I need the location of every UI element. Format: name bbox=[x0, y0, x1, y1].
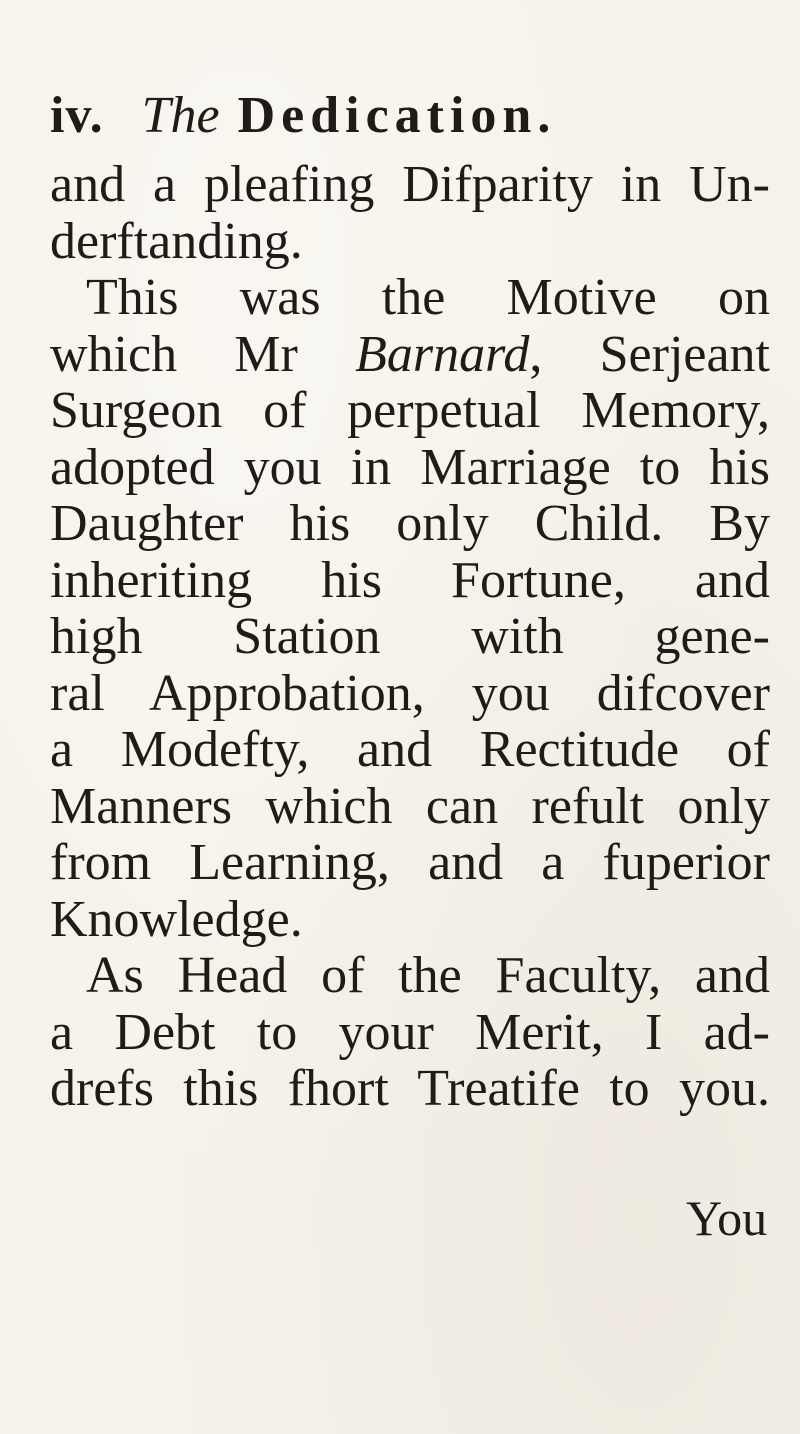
text-line: derftanding. bbox=[50, 212, 303, 270]
text-line: from Learning, and a fuperior bbox=[50, 834, 770, 891]
header-title: Dedication. bbox=[237, 87, 557, 144]
running-header bbox=[50, 86, 770, 145]
header-article: The bbox=[141, 87, 220, 144]
text-line: As Head of the Faculty, and bbox=[86, 947, 770, 1004]
text-line: a Debt to your Merit, I ad- bbox=[50, 1003, 770, 1061]
text-line: a Modefty, and Rectitude of bbox=[50, 721, 770, 778]
text-line: high Station with gene- bbox=[50, 608, 770, 665]
name-emphasis: Barnard bbox=[355, 325, 530, 383]
text-line: Daughter his only Child. By bbox=[50, 495, 770, 552]
text-line: adopted you in Marriage to his bbox=[50, 438, 770, 496]
text-line: ral Approbation, you difcover bbox=[50, 664, 770, 722]
text-line: which Mr Barnard, Serjeant bbox=[50, 325, 771, 383]
text-line: inheriting his Fortune, and bbox=[50, 551, 770, 609]
text-line: Surgeon of perpetual Memory, bbox=[50, 382, 770, 439]
text-line: Knowledge. bbox=[50, 890, 303, 948]
text-line: Manners which can refult only bbox=[50, 777, 770, 835]
text-line: This was the Motive on bbox=[86, 269, 770, 326]
catchword: You bbox=[686, 1190, 768, 1246]
page-number: iv. bbox=[50, 87, 104, 144]
text-line: and a pleafing Difparity in Un- bbox=[50, 156, 770, 213]
dedication-text bbox=[50, 157, 770, 1118]
text-line: drefs this fhort Treatife to you. bbox=[50, 1060, 770, 1117]
